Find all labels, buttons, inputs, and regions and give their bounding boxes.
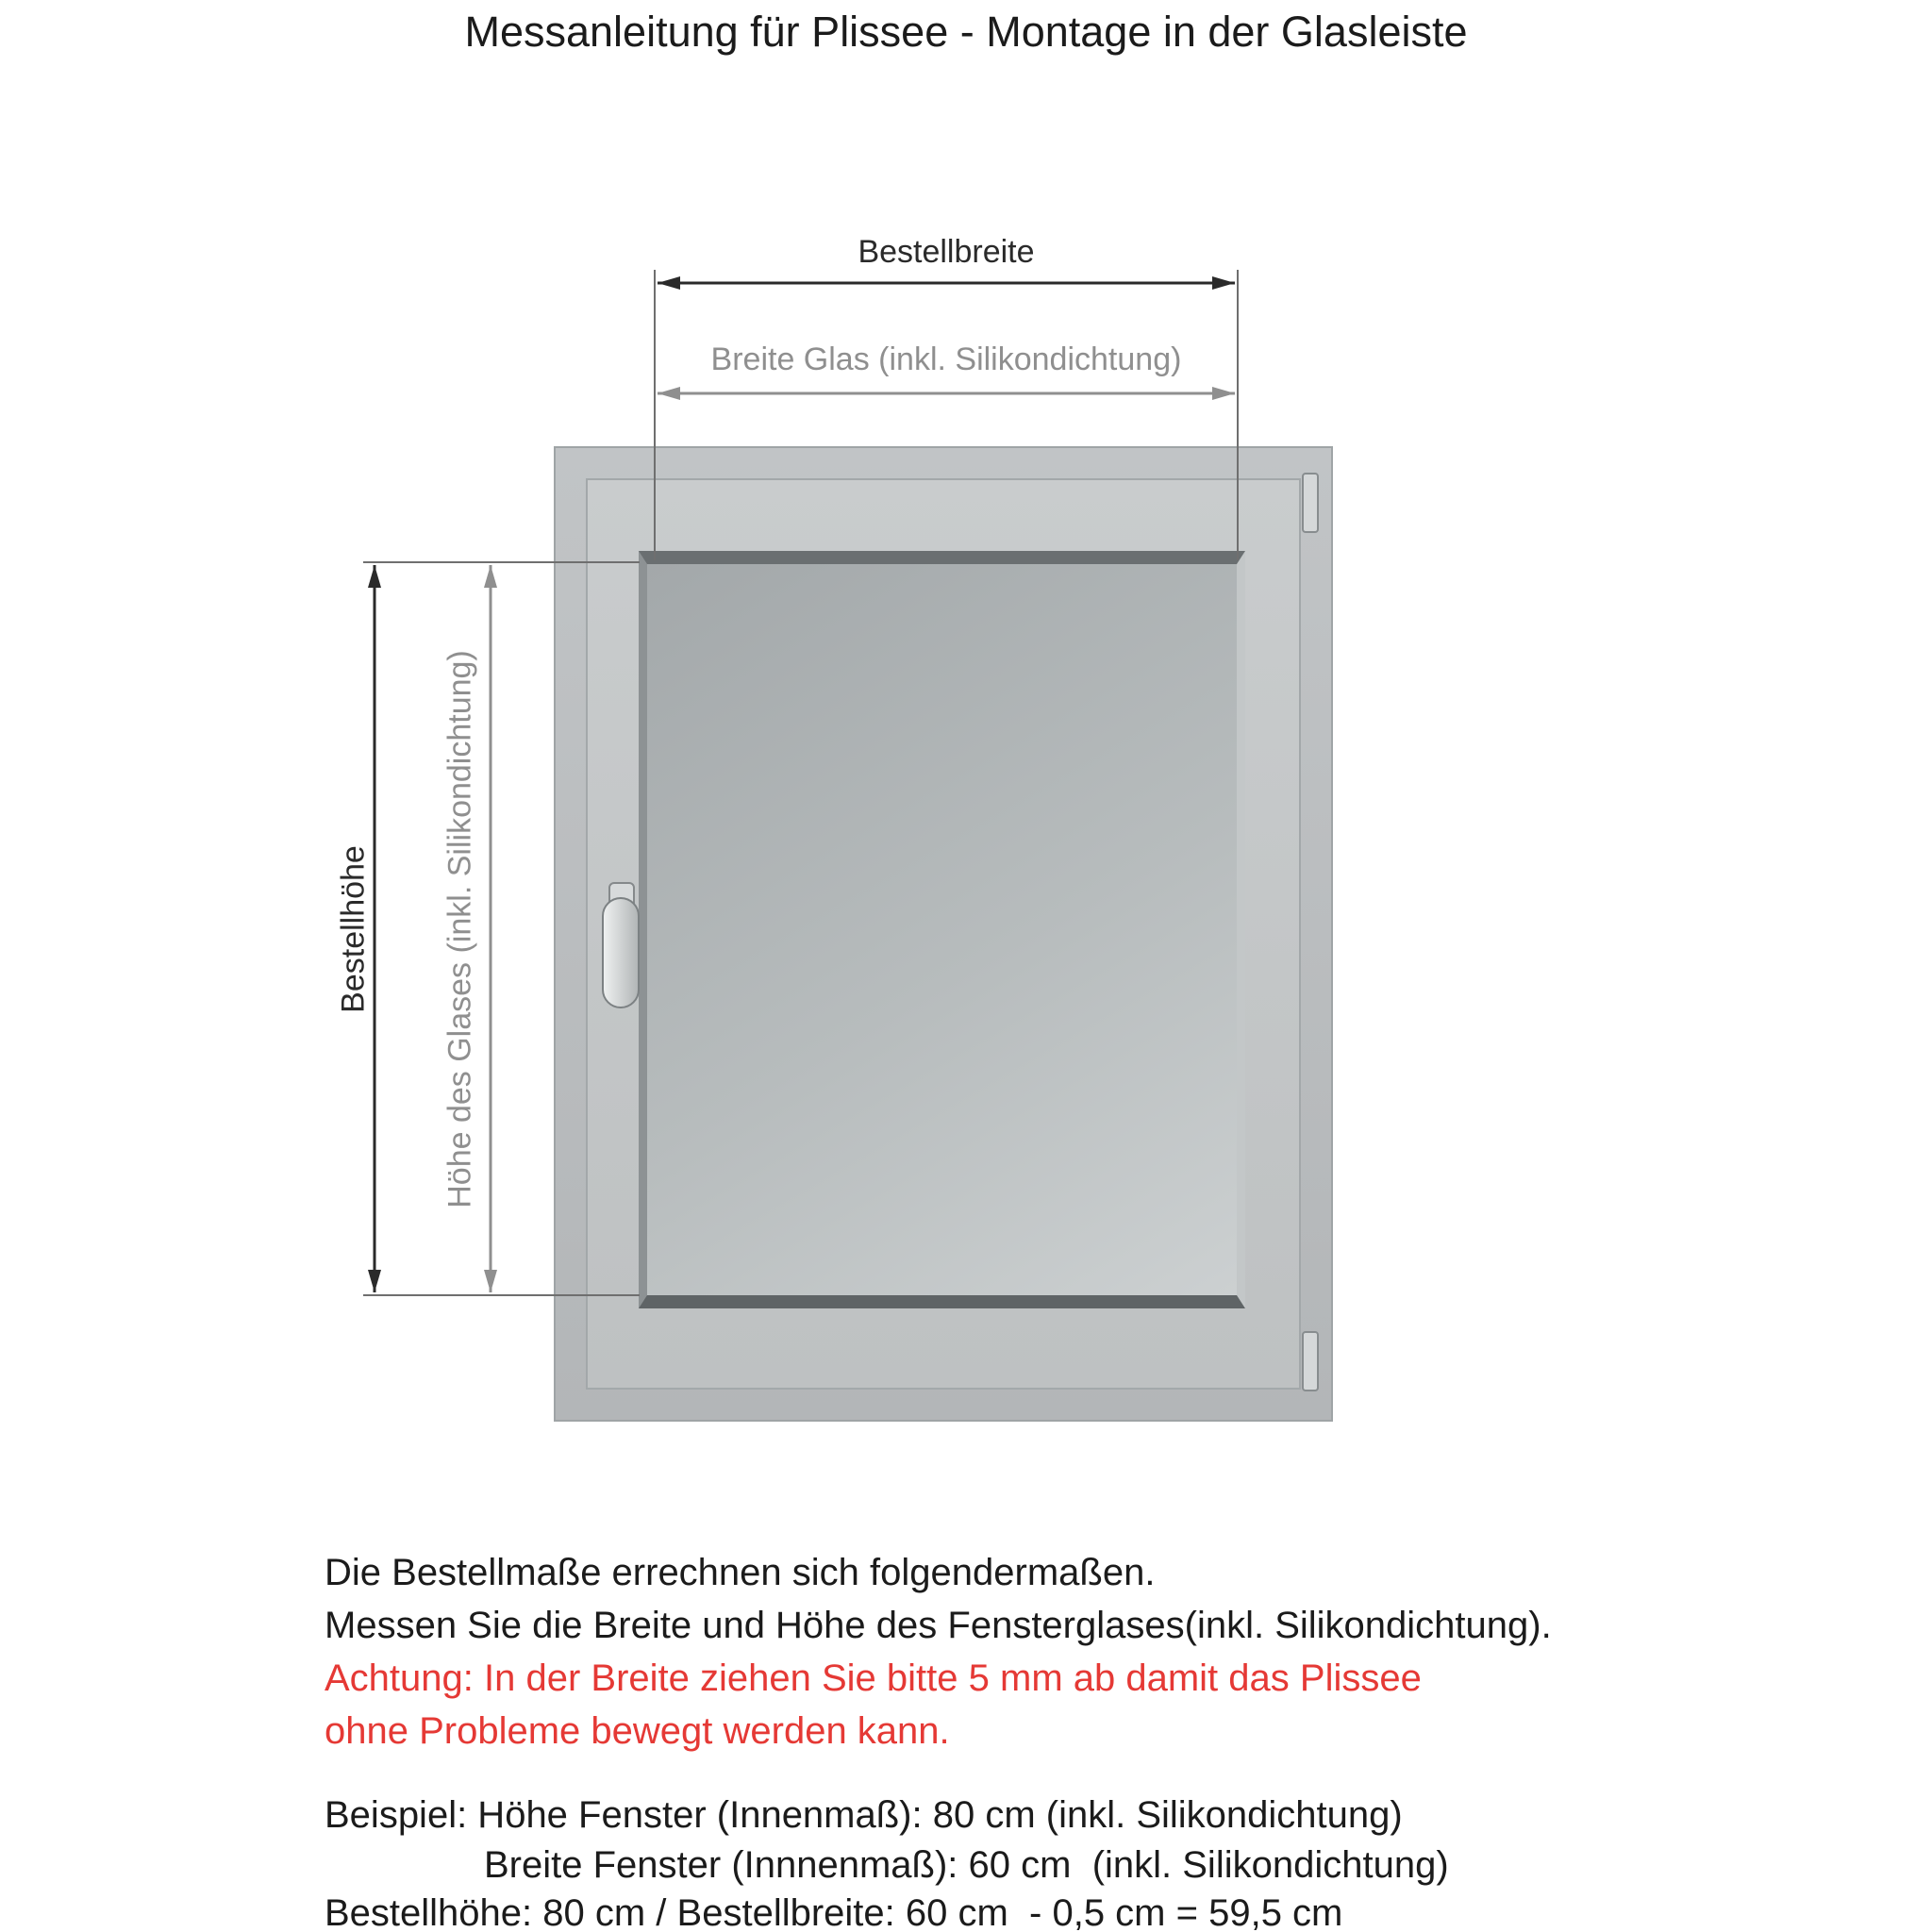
page-title: Messanleitung für Plissee - Montage in der Glasleiste xyxy=(464,8,1468,56)
window-handle xyxy=(602,897,640,1008)
instruction-line-1: Die Bestellmaße errechnen sich folgendermaßen. xyxy=(325,1552,1156,1593)
instruction-line-2: Messen Sie die Breite und Höhe des Fensterglases(inkl. Silikondichtung). xyxy=(325,1605,1552,1646)
example-line-2: Breite Fenster (Innnenmaß): 60 cm (inkl. Silikondichtung) xyxy=(484,1844,1449,1886)
dim-label-order-width: Bestellbreite xyxy=(858,234,1035,270)
window-glass xyxy=(639,551,1245,1308)
dim-label-glass-width: Breite Glas (inkl. Silikondichtung) xyxy=(710,341,1182,377)
hinge-bottom-icon xyxy=(1302,1331,1319,1391)
dim-label-glass-height: Höhe des Glases (inkl. Silikondichtung) xyxy=(441,650,478,1208)
window-illustration xyxy=(554,446,1333,1422)
warning-line-2: ohne Probleme bewegt werden kann. xyxy=(325,1710,950,1752)
dim-label-order-height: Bestellhöhe xyxy=(335,845,372,1013)
example-line-3: Bestellhöhe: 80 cm / Bestellbreite: 60 cm - 0,5 cm = 59,5 cm xyxy=(325,1892,1343,1932)
hinge-top-icon xyxy=(1302,473,1319,533)
warning-line-1: Achtung: In der Breite ziehen Sie bitte 5 mm ab damit das Plissee xyxy=(325,1657,1422,1699)
example-line-1: Beispiel: Höhe Fenster (Innenmaß): 80 cm (inkl. Silikondichtung) xyxy=(325,1794,1403,1836)
